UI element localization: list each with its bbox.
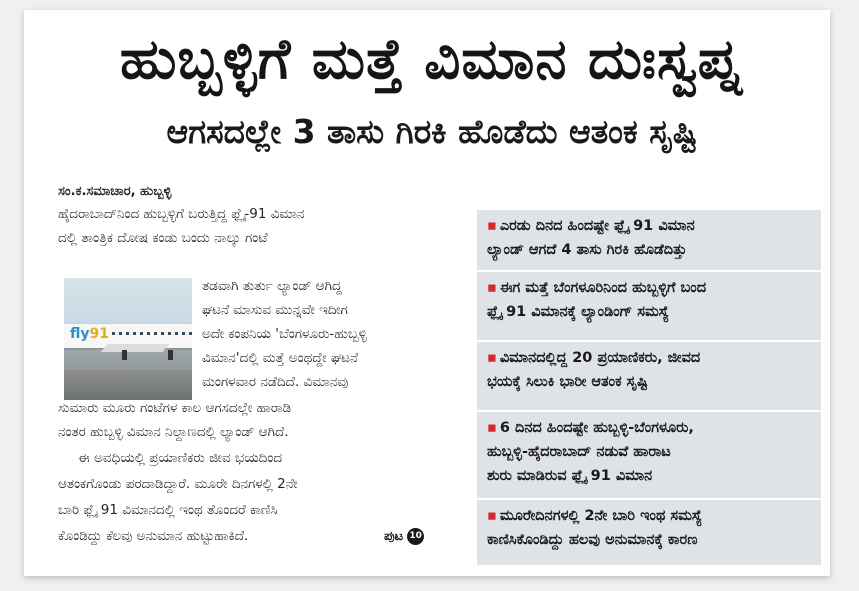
body-line: ಬಾರಿ ಫ್ಲೈ 91 ವಿಮಾನದಲ್ಲಿ ಇಂಥ ತೊಂದರೆ ಕಾಣಿಸಿ xyxy=(58,502,278,518)
landing-gear xyxy=(122,350,127,360)
highlight-item xyxy=(477,272,821,342)
highlight-line: ಶುರು ಮಾಡಿರುವ ಫ್ಲೈ 91 ವಿಮಾನ xyxy=(487,468,653,484)
body-line: ಮಂಗಳವಾರ ನಡೆದಿದೆ. ವಿಮಾನವು xyxy=(202,374,349,390)
body-line: ತಡವಾಗಿ ತುರ್ತು ಲ್ಯಾಂಡ್ ಆಗಿದ್ದ xyxy=(202,278,342,294)
highlight-line: ಫ್ಲೈ 91 ವಿಮಾನಕ್ಕೆ ಲ್ಯಾಂಡಿಂಗ್ ಸಮಸ್ಯೆ xyxy=(487,304,670,320)
body-line: ಕೊಂಡಿದ್ದು ಕೆಲವು ಅನುಮಾನ ಹುಟ್ಟುಹಾಕಿದೆ. xyxy=(58,528,249,544)
headline: ಹುಬ್ಬಳ್ಳಿಗೆ ಮತ್ತೆ ವಿಮಾನ ದುಃಸ್ವಪ್ನ xyxy=(119,27,743,92)
news-clipping xyxy=(24,10,830,576)
highlight-line: ಭಯಕ್ಕೆ ಸಿಲುಕಿ ಭಾರೀ ಆತಂಕ ಸೃಷ್ಟಿ xyxy=(487,374,648,390)
highlight-item xyxy=(477,500,821,565)
highlight-line: ▪ 6 ದಿನದ ಹಿಂದಷ್ಟೇ ಹುಬ್ಬಳ್ಳಿ-ಬೆಂಗಳೂರು, xyxy=(487,420,694,436)
body-line: ಹೈದರಾಬಾದ್‌ನಿಂದ ಹುಬ್ಬಳ್ಳಿಗೆ ಬರುತ್ತಿದ್ದ ಫ್ಲೈ-91 ವಿಮಾನ xyxy=(58,206,305,222)
highlight-item xyxy=(477,210,821,272)
continued-page-number: 10 xyxy=(407,528,424,545)
highlight-line: ಕಾಣಿಸಿಕೊಂಡಿದ್ದು ಹಲವು ಅನುಮಾನಕ್ಕೆ ಕಾರಣ xyxy=(487,532,698,548)
airplane-photo xyxy=(64,278,192,400)
highlight-line: ▪ ವಿಮಾನದಲ್ಲಿದ್ದ 20 ಪ್ರಯಾಣಿಕರು, ಜೀವದ xyxy=(487,350,701,366)
highlight-line: ಹುಬ್ಬಳ್ಳಿ-ಹೈದರಾಬಾದ್ ನಡುವೆ ಹಾರಾಟ xyxy=(487,444,671,460)
body-line: ಘಟನೆ ಮಾಸುವ ಮುನ್ನವೇ ಇದೀಗ xyxy=(202,302,348,318)
continued-label: ಪುಟ xyxy=(384,529,404,544)
subheadline: ಆಗಸದಲ್ಲೇ 3 ತಾಸು ಗಿರಕಿ ಹೊಡೆದು ಆತಂಕ ಸೃಷ್ಟಿ xyxy=(166,112,698,151)
airplane-wing xyxy=(101,344,170,352)
body-line: ಸುಮಾರು ಮೂರು ಗಂಟೆಗಳ ಕಾಲ ಆಗಸದಲ್ಲೇ ಹಾರಾಡಿ xyxy=(58,400,292,416)
body-line: ವಿಮಾನ'ದಲ್ಲಿ ಮತ್ತೆ ಅಂಥದ್ದೇ ಘಟನೆ xyxy=(202,350,358,366)
continued-on-page xyxy=(384,528,424,545)
dateline: ಸಂ.ಕ.ಸಮಾಚಾರ, ಹುಬ್ಬಳ್ಳಿ xyxy=(58,184,172,199)
highlight-item xyxy=(477,412,821,500)
body-line: ದಲ್ಲಿ ತಾಂತ್ರಿಕ ದೋಷ ಕಂಡು ಬಂದು ನಾಲ್ಕು ಗಂಟೆ xyxy=(58,230,268,246)
airplane-livery: fly91 xyxy=(70,326,109,342)
highlight-line: ಲ್ಯಾಂಡ್ ಆಗದೆ 4 ತಾಸು ಗಿರಕಿ ಹೊಡೆದಿತ್ತು xyxy=(487,242,687,258)
highlights-box xyxy=(477,210,821,565)
landing-gear xyxy=(168,350,173,360)
body-line: ಈ ಅವಧಿಯಲ್ಲಿ ಪ್ರಯಾಣಿಕರು ಜೀವ ಭಯದಿಂದ xyxy=(78,450,283,466)
body-line: ನಂತರ ಹುಬ್ಬಳ್ಳಿ ವಿಮಾನ ನಿಲ್ದಾಣದಲ್ಲಿ ಲ್ಯಾಂಡ್ ಆಗಿದೆ. xyxy=(58,424,289,440)
highlight-item xyxy=(477,342,821,412)
highlight-line: ▪ ಈಗ ಮತ್ತೆ ಬೆಂಗಳೂರಿನಿಂದ ಹುಬ್ಬಳ್ಳಿಗೆ ಬಂದ xyxy=(487,280,707,296)
airplane-windows xyxy=(112,332,192,335)
body-line: ಆತಂಕಗೊಂಡು ಪರದಾಡಿದ್ದಾರೆ. ಮೂರೇ ದಿನಗಳಲ್ಲಿ 2ನೇ xyxy=(58,476,298,492)
highlight-line: ▪ ಎರಡು ದಿನದ ಹಿಂದಷ್ಟೇ ಫ್ಲೈ 91 ವಿಮಾನ xyxy=(487,218,695,234)
body-line: ಅದೇ ಕಂಪನಿಯ 'ಬೆಂಗಳೂರು-ಹುಬ್ಬಳ್ಳಿ xyxy=(202,326,367,342)
highlight-line: ▪ ಮೂರೇದಿನಗಳಲ್ಲಿ 2ನೇ ಬಾರಿ ಇಂಥ ಸಮಸ್ಯೆ xyxy=(487,508,703,524)
